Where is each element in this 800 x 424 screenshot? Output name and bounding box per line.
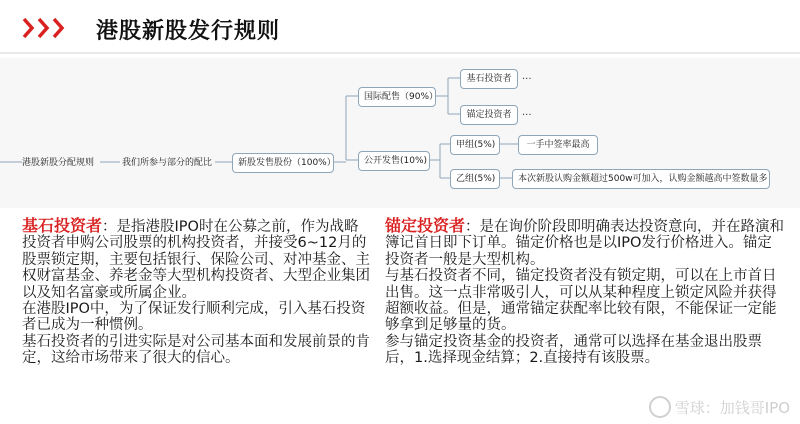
cornerstone-paragraph-2: 在港股IPO中，为了保证发行顺利完成，引入基石投资者已成为一种惯例。 [22, 301, 366, 334]
watermark-text: 雪球：加钱哥IPO [674, 398, 790, 417]
anchor-term: 锚定投资者 [385, 216, 466, 235]
page-title: 港股新股发行规则 [96, 19, 281, 44]
node-international-placing: 国际配售（90%） [358, 87, 436, 107]
anchor-paragraph-2: 与基石投资者不同，锚定投资者没有锁定期，可以在上市首日出售。这一点非常吸引人，可以从某种程度上锁定风险并获得超额收益。但是，通常锚定获配率比较有限，不能保证一定能够拿到足够量的货。 [385, 268, 777, 334]
ipo-allocation-diagram [0, 58, 800, 208]
diagram-intro: 我们所参与部分的配比 [122, 158, 213, 168]
node-new-shares: 新股发售股份（100%） [232, 153, 334, 173]
cornerstone-ellipsis: ... [522, 71, 532, 82]
node-group-b: 乙组(5%) [450, 169, 500, 189]
diagram-root: 港股新股分配规则 [22, 158, 95, 168]
chevron-right-icon [22, 17, 67, 41]
node-public-offer: 公开发售(10%) [358, 151, 430, 171]
node-anchor: 锚定投资者 [460, 105, 518, 125]
node-group-a: 甲组(5%) [450, 135, 500, 155]
cornerstone-description [22, 218, 372, 367]
anchor-definition: ：是在询价阶段即明确表达投资意向，并在路演和簿记首日即下订单。锚定价格也是以IPO发行价格进入。锚定投资者一般是大型机构。 [385, 219, 785, 268]
snowball-logo-icon [649, 396, 671, 418]
node-cornerstone: 基石投资者 [460, 69, 518, 89]
watermark [649, 396, 790, 418]
anchor-paragraph-3: 参与锚定投资基金的投资者，通常可以选择在基金退出股票后，1.选择现金结算；2.直接持有该股票。 [385, 333, 762, 367]
anchor-ellipsis: ... [522, 107, 532, 118]
header-divider [0, 52, 800, 54]
cornerstone-definition: ：是指港股IPO时在公募之前，作为战略投资者申购公司股票的机构投资者，并接受6~12月的股票锁定期，主要包括银行、保险公司、对冲基金、主权财富基金、养老金等大型机构投资者、大型企业集团以及知名富豪或所属企业。 [22, 219, 370, 301]
node-group-a-desc: 一手中签率最高 [518, 135, 598, 155]
anchor-description [385, 218, 785, 367]
header [0, 0, 800, 58]
node-group-b-desc: 本次新股认购金额超过500w可加入，认购金额越高中签数量多 [512, 169, 770, 189]
cornerstone-paragraph-3: 基石投资者的引进实际是对公司基本面和发展前景的肯定，这给市场带来了很大的信心。 [22, 333, 370, 367]
cornerstone-term: 基石投资者 [22, 216, 103, 235]
